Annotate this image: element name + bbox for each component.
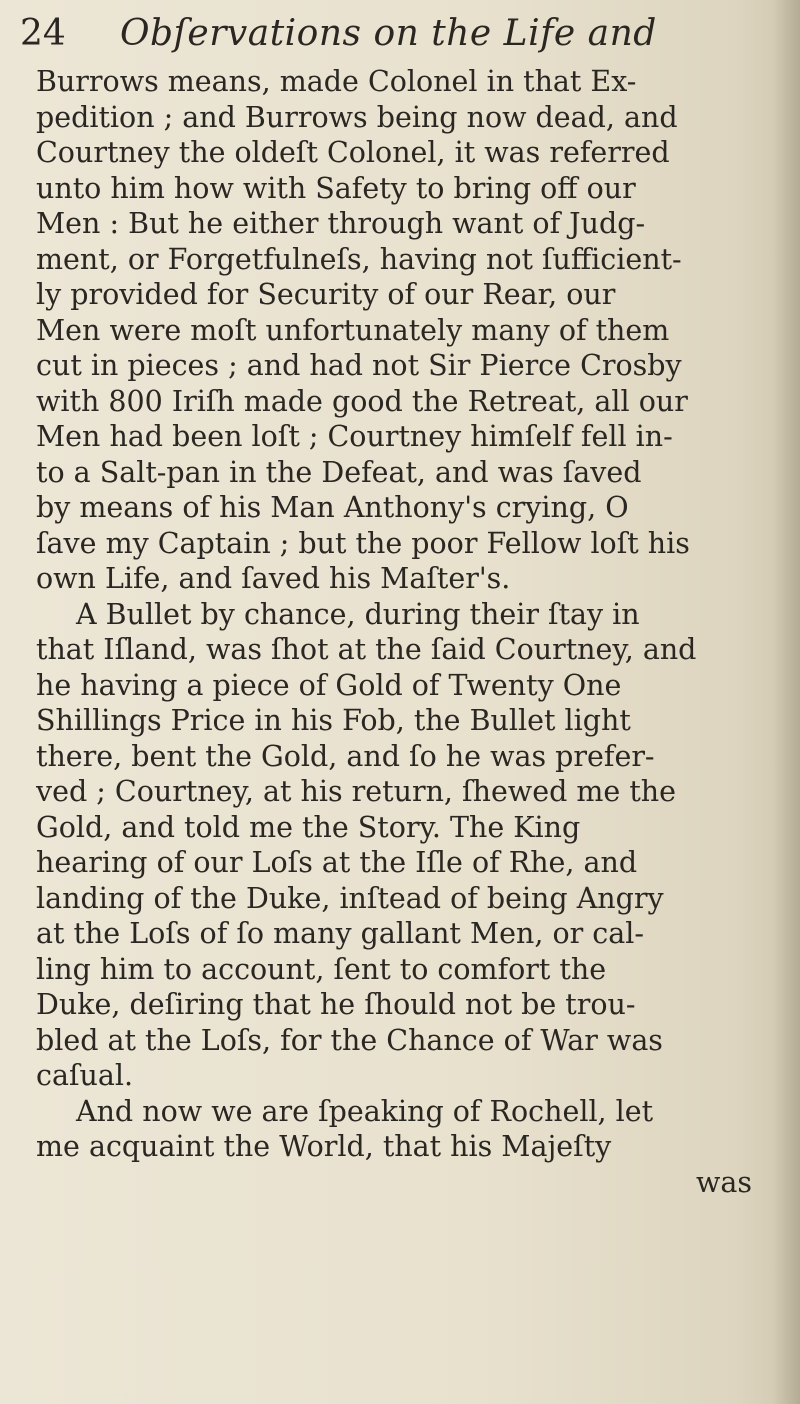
text-line: to a Salt-pan in the Defeat, and was ſaved [36,455,642,489]
body-text [36,64,782,1200]
text-line: ved ; Courtney, at his return, ſhewed me the [36,775,676,808]
paragraph-start-line: A Bullet by chance, during their ſtay in [76,597,640,631]
text-line: own Life, and ſaved his Maſter's. [36,562,511,595]
text-line: he having a piece of Gold of Twenty One [36,668,622,702]
running-title: Obſervations on the Life and [120,13,657,54]
text-line: Burrows means, made Colonel in that Ex- [36,65,637,98]
text-line: Gold, and told me the Story. The King [36,810,581,844]
text-line: ſave my Captain ; but the poor Fellow loſt his [36,526,690,560]
catchword: was [695,1165,752,1199]
text-line: Courtney the oldeſt Colonel, it was referred [36,136,670,169]
text-line: there, bent the Gold, and ſo he was prefer- [36,739,655,773]
text-line: ment, or Forgetfulneſs, having not ſufficient- [36,242,682,276]
text-line: Men : But he either through want of Judg- [36,207,646,240]
page-header [20,8,780,60]
text-line: by means of his Man Anthony's crying, O [36,491,629,524]
text-line: unto him how with Safety to bring off our [36,171,636,205]
text-line: Shillings Price in his Fob, the Bullet light [36,704,631,737]
text-line: with 800 Iriſh made good the Retreat, all our [36,384,688,418]
text-line: caſual. [36,1059,134,1092]
text-line: ly provided for Security of our Rear, our [36,278,616,311]
text-line: Men were moſt unfortunately many of them [36,313,670,347]
page-number: 24 [20,13,66,54]
text-line: Men had been loſt ; Courtney himſelf fell in- [36,420,673,453]
text-line: me acquaint the World, that his Majeſty [36,1130,612,1163]
text-line: landing of the Duke, inſtead of being Angry [36,881,664,915]
text-line: hearing of our Loſs at the Iſle of Rhe, and [36,846,638,879]
text-line: bled at the Loſs, for the Chance of War was [36,1023,663,1057]
text-line: at the Loſs of ſo many gallant Men, or cal- [36,917,645,950]
text-line: ling him to account, ſent to comfort the [36,952,607,986]
text-line: that Iſland, was ſhot at the ſaid Courtney, and [36,633,697,666]
paragraph-start-line: And now we are ſpeaking of Rochell, let [76,1094,654,1128]
text-line: pedition ; and Burrows being now dead, and [36,100,678,134]
text-line: cut in pieces ; and had not Sir Pierce Crosby [36,349,682,382]
text-line: Duke, deſiring that he ſhould not be trou- [36,988,636,1021]
